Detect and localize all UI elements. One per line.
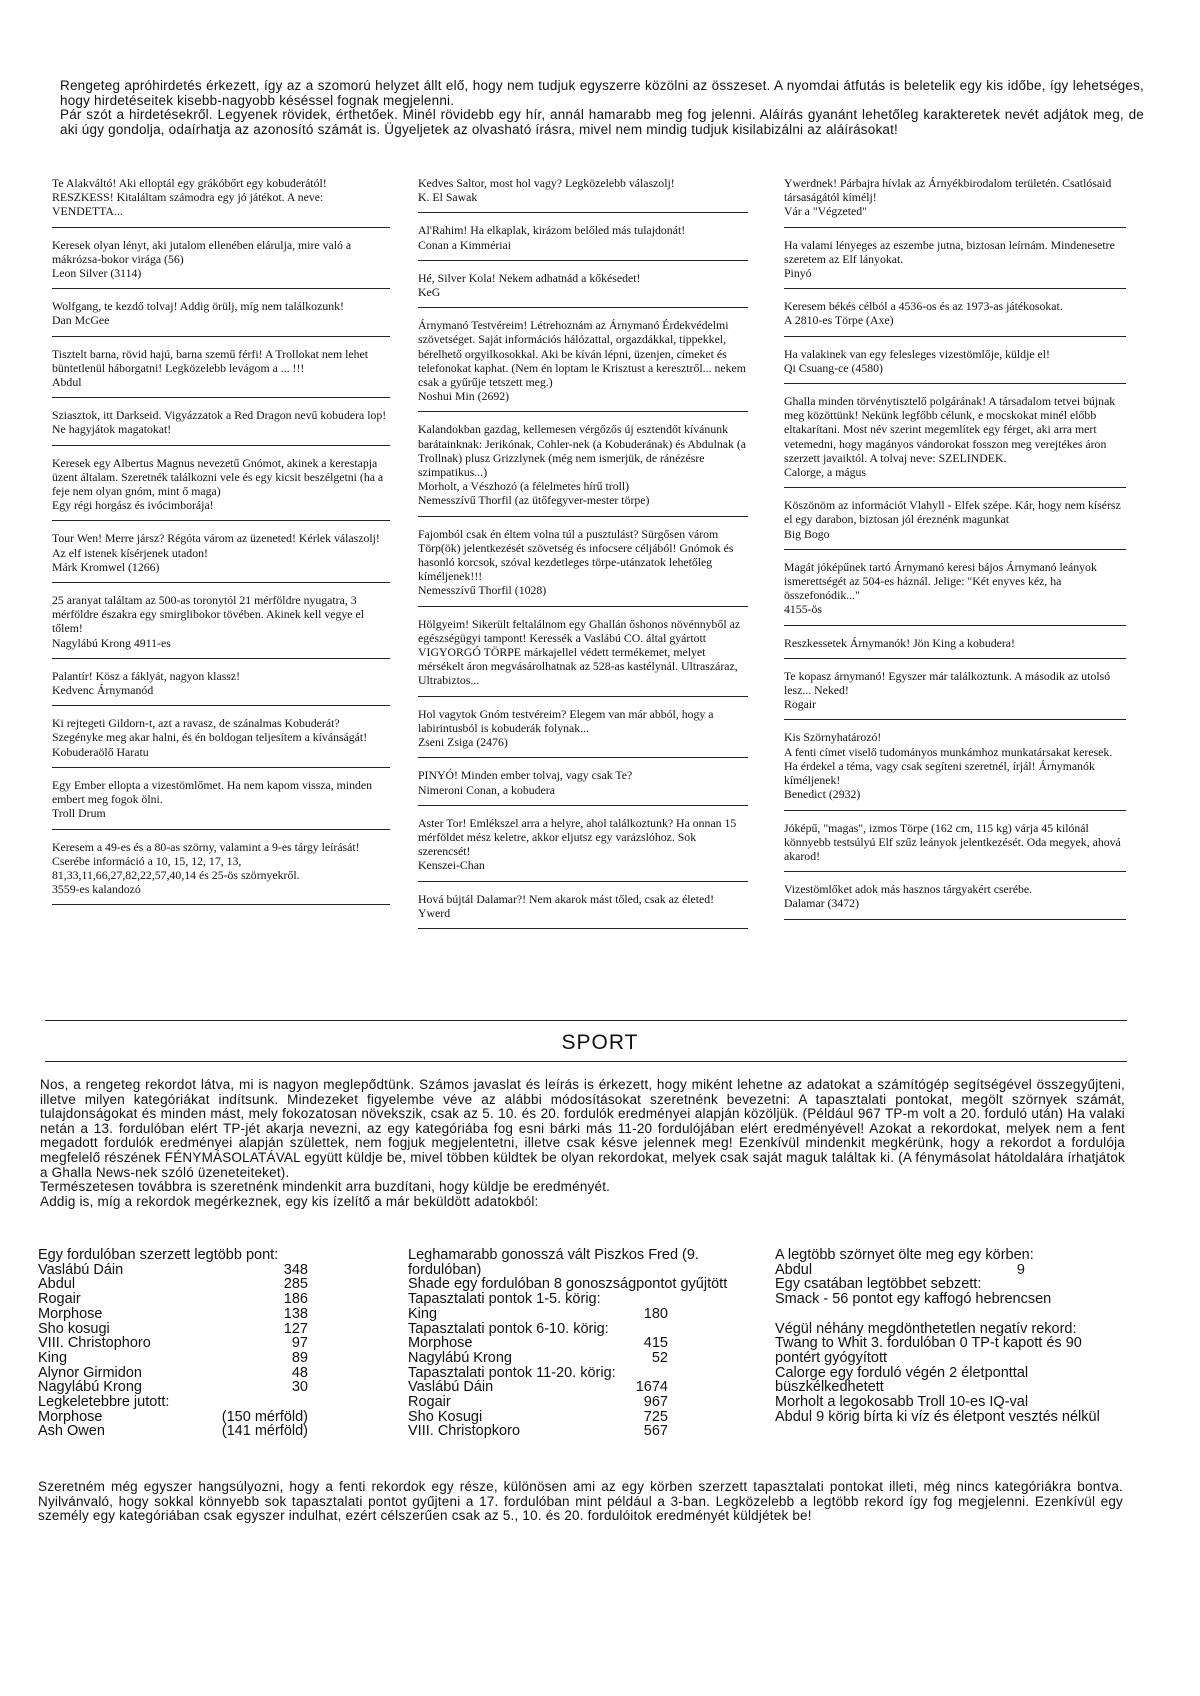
record-value: 1674 [635,1379,668,1396]
ad-text: Hölgyeim! Sikerült feltalálnom egy Ghallán őshonos növénnyből az egészségügyi tampont! Keressék a Vaslábú CO. által gyártott VIGYORGÓ TÖRPE márkajellel védett termékemet, melyet mérsékelt áron megvásárolhatnak az 528-as kastélynál. Ultraszáraz, Ultrabiztos... [418,616,741,688]
ad-text: PINYÓ! Minden ember tolvaj, vagy csak Te? [418,768,633,783]
ad-text: Keresem békés célból a 4536-os és az 1973-as játékosokat. [784,299,1063,314]
record-value: 285 [283,1276,308,1293]
ad-signature: Calorge, a mágus [784,465,867,480]
record-row [408,1380,738,1395]
record-value: 180 [643,1305,668,1322]
classified-ad [52,402,390,445]
record-row [38,1351,308,1366]
record-value: 967 [643,1394,668,1411]
ad-signature: KeG [418,285,441,300]
ad-text: Te kopasz árnymanó! Egyszer már találkoztunk. A második az utolsó lesz... Neked! [784,668,1111,698]
ad-text: Árnymanó Testvéreim! Létrehoznám az Árnymanó Érdekvédelmi szövetséget. Saját információs hálózattal, orgazdákkal, tippekkel, bérelhető orgyilkosokkal. Aki be kíván lépni, üzenjen, címeket és telefonokat kaphat. (Nem én loptam le Krisztust a keresztről... nekem csak a gyűrűje tetszett meg.) [418,318,746,390]
classified-ad [52,587,390,659]
ad-signature: Nemesszívű Thorfil (1028) [418,583,547,598]
classified-ad [784,663,1126,721]
ad-text: Tisztelt barna, rövid hajú, barna szemű férfi! A Trollokat nem lehet büntetlenül háborgatni! Legközelebb levágom a ... !!! [52,346,369,375]
record-value: 48 [291,1364,308,1381]
classified-ad [784,554,1126,626]
records-heading: Egy fordulóban szerzett legtöbb pont: [38,1247,279,1263]
classified-ad [784,492,1126,550]
ad-signature: Zseni Zsiga (2476) [418,735,508,750]
record-row [775,1263,1025,1278]
record-line: Morholt a legokosabb Troll 10-es IQ-val [775,1394,1029,1411]
ad-signature: Morholt, a Vészhozó (a félelmetes hírű troll) Nemesszívű Thorfil (az ütőfegyver-mester törpe) [418,479,650,508]
record-value: 725 [643,1408,668,1425]
record-name: Abdul [775,1261,813,1278]
records-list [408,1380,738,1439]
sport-paragraph-2: Természetesen továbbra is szeretnénk mindenkit arra buzdítani, hogy küldje be eredményét. [40,1179,611,1195]
records-heading: Tapasztalati pontok 1-5. körig: [408,1291,601,1308]
classified-ad [784,170,1126,228]
classified-ad [52,710,390,768]
ad-signature: Nimeroni Conan, a kobudera [418,782,555,797]
ad-signature: 4155-ös [784,602,823,617]
records-list [38,1263,308,1395]
classified-ad [52,772,390,830]
classified-ad [52,450,390,522]
record-name: Morphose [38,1408,103,1425]
classified-ad [418,701,748,759]
classified-ad [52,170,390,228]
ad-text: Kalandokban gazdag, kellemesen vérgőzős új esztendőt kívánunk barátainknak: Jerikónak, Cohler-nek (a Kobuderának) és Abdulnak (a Trollnak) plusz Grizzlynek (még nem ismerjük, de ránézésre szimpatikus...) [418,422,746,480]
record-row [38,1307,308,1322]
record-value: 127 [283,1320,308,1337]
record-name: Nagylábú Krong [38,1379,142,1396]
ad-text: Ghalla minden törvénytisztelő polgárának! A társadalom tetvei bújnak meg közöttünk! Nekünk legfőbb célunk, e mocskokat minél előbb eltakarítani. Most név szerint megemlítek egy férget, aki arra mert vetemedni, hogy magányos vándorokat fosszon meg verejtékes áron szerzett javaiktól. A tolvaj neve: SZELINDEK. [784,394,1116,465]
record-name: Alynor Girmidon [38,1364,142,1381]
classified-ad [784,341,1126,384]
records-heading: Leghamarabb gonosszá vált Piszkos Fred (9. fordulóban) [408,1247,699,1278]
ad-text: Keresek olyan lényt, aki jutalom ellenében elárulja, mire való a mákrózsa-bokor virága (56) [52,237,352,266]
classified-ad [784,630,1126,659]
record-name: VIII. Christopkoro [408,1423,521,1440]
sport-paragraph-3: Addig is, míg a rekordok megérkeznek, egy kis ízelítő a már beküldött adatokból: [40,1193,539,1209]
section-divider-bottom [45,1061,1127,1062]
ads-column-2 [418,170,748,933]
classified-ad [52,232,390,290]
records-column-2 [408,1248,738,1439]
classified-ad [784,876,1126,919]
classified-ad [418,312,748,412]
ad-signature: Conan a Kimmériai [418,237,512,252]
ad-text: Egy Ember ellopta a vizestömlőmet. Ha nem kapom vissza, minden embert meg fogok ölni. [52,777,373,807]
record-row [38,1322,308,1337]
ad-text: Fajomból csak én éltem volna túl a pusztulást? Sürgősen várom Törp(ök) jelentkezését szövetség és infocsere céljából! Gnómok és hasonló korcsok, szóval kezdetleges törpe-utánzatok lehetőleg kíméljenek!!! [418,526,734,584]
ad-text: Kedves Saltor, most hol vagy? Legközelebb válaszolj! [418,176,675,190]
ad-text: Te Alakváltó! Aki elloptál egy grákóbőrt egy kobuderától! RESZKESS! Kitaláltam számodra egy jó játékot. A neve: VENDETTA... [52,176,327,219]
ad-signature: Qi Csuang-ce (4580) [784,360,883,375]
record-value: 567 [643,1423,668,1440]
record-row [408,1351,738,1366]
records-list [38,1410,308,1439]
classified-ad [418,265,748,308]
ad-text: Vizestömlőket adok más hasznos tárgyakért cserébe. [784,882,1033,897]
ad-text: Hol vagytok Gnóm testvéreim? Elegem van már abból, hogy a labirintusból is kobuderák folynak... [418,706,714,735]
ad-signature: Big Bogo [784,526,830,541]
ad-signature: Egy régi horgász és ivócimborája! [52,498,214,513]
classified-ad [418,762,748,805]
sport-paragraph-1: Nos, a rengeteg rekordot látva, mi is nagyon meglepődtünk. Számos javaslat és leírás is érkezett, hogy miként lehetne az adatokat a számítógép segítségével összegyűjteni, illetve milyen kategóriákat indítsunk. Mindezeket figyelembe véve az alábbi módosításokat szeretnénk bevezetni: A tapasztalati pontokat, megölt szörnyek számát, tulajdonságokat és minden mást, mely fokozatosan növekszik, csak az 5. 10. és 20. fordulók eredményei alapján közöljük. (Például 967 TP-m volt a 20. forduló után) Ha valaki netán a 13. fordulóban elért TP-jét akarja nevezni, az egy kategóriába fog esni bárki más 11-20 fordulójában elért eredményével! Azokat a rekordokat, melyek nem a fent megadott fordulók eredményei alapján születtek, nem fogjuk megjelentetni, illetve csak késve jelennek meg! Ezenkívül mindenkit megkérünk, hogy a rekordot a fordulója megfelelő részének FÉNYMÁSOLATÁVAL együtt küldje be, mivel többen küldtek be olyan rekordokat, melyek csak saját maguk találtak ki. (A fénymásolat hátoldalára írhatjátok a Ghalla News-nek szóló üzeneteiteket). [40,1077,1125,1180]
records-heading: Egy csatában legtöbbet sebzett: [775,1276,982,1293]
classified-ad [784,388,1126,488]
records-heading: Végül néhány megdönthetetlen negatív rekord: [775,1320,1077,1337]
record-name: Rogair [408,1394,451,1411]
records-heading: A legtöbb szörnyet ölte meg egy körben: [775,1247,1034,1263]
classified-ad [52,525,390,583]
ad-text: Al'Rahim! Ha elkaplak, kirázom belőled más tulajdonát! [418,223,686,238]
record-row [408,1410,738,1425]
record-row [38,1424,308,1439]
record-line: Abdul 9 körig bírta ki víz és életpont vesztés nélkül [775,1408,1100,1425]
classified-ad [784,815,1126,873]
classified-ad [784,232,1126,290]
record-name: Morphose [408,1335,473,1352]
ad-signature: Márk Kromwel (1266) [52,559,160,574]
classified-ad [52,341,390,399]
ads-column-1 [52,170,390,909]
record-row [408,1336,738,1351]
record-line: Calorge egy forduló végén 2 életponttal büszkélkedhetett [775,1364,1029,1396]
ad-text: Hová bújtál Dalamar?! Nem akarok mást tőled, csak az életed! [418,891,715,906]
classified-ad [418,521,748,607]
record-value: 186 [283,1291,308,1308]
ads-column-3 [784,170,1126,924]
ad-signature: Ywerd [418,905,451,920]
ad-signature: Leon Silver (3114) [52,266,142,281]
records-list [775,1336,1125,1424]
ad-signature: Troll Drum [52,806,106,821]
intro-paragraph-1: Rengeteg apróhirdetés érkezett, így az a szomorú helyzet állt elő, hogy nem tudjuk egyszerre közölni az összeset. A nyomdai átfutás is beletelik egy kis időbe, így lehetséges, hogy hirdetéseitek kisebb-nagyobb késéssel fognak megjelenni. [60,78,1144,108]
ad-text: Sziasztok, itt Darkseid. Vigyázzatok a Red Dragon nevű kobudera lop! Ne hagyjátok magatokat! [52,408,387,437]
section-divider-top [45,1020,1127,1021]
record-row [38,1336,308,1351]
ad-text: Keresem a 49-es és a 80-as szörny, valamint a 9-es tárgy leírását! Cserébe információ a 10, 15, 12, 17, 13, 81,33,11,66,27,82,22,57,40,14 és 25-ös szörnyekről. [52,839,360,882]
ad-text: Aster Tor! Emlékszel arra a helyre, ahol találkoztunk? Ha onnan 15 mérföldet mész keletre, akkor eljutsz egy varázslóhoz. Sok szerencsét! [418,815,737,859]
ad-text: Kis Szörnyhatározó! A fenti címet viselő tudományos munkámhoz munkatársakat keresek. Ha érdekel a téma, vagy csak segíteni szeretnél, írjál! Árnymanók kíméljenek! [784,730,1113,788]
ad-signature: Pinyó [784,266,812,281]
records-heading: Shade egy fordulóban 8 gonoszságpontot gyűjtött [408,1276,728,1293]
record-name: VIII. Christophoro [38,1335,151,1352]
classified-ad [52,834,390,906]
classified-ad [418,886,748,929]
records-list [408,1336,738,1365]
record-name: King [408,1305,438,1322]
records-heading: Tapasztalati pontok 6-10. körig: [408,1320,609,1337]
ad-signature: Abdul [52,375,82,390]
ad-text: Reszkessetek Árnymanók! Jön King a kobudera! [784,635,1015,650]
ad-signature: Dan McGee [52,313,110,328]
record-row [408,1424,738,1439]
ad-signature: Vár a "Végzeted" [784,204,867,219]
record-name: Rogair [38,1291,81,1308]
ad-text: Ki rejtegeti Gildorn-t, azt a ravasz, de szánalmas Kobuderát? Szegényke meg akar halni, és én boldogan teljesítem a kívánságát! [52,716,368,745]
record-row [38,1380,308,1395]
record-name: Sho Kosugi [408,1408,483,1425]
intro-text [60,79,1144,137]
record-value: 97 [291,1335,308,1352]
classified-ad [418,416,748,516]
record-row [38,1263,308,1278]
record-name: Vaslábú Dáin [38,1261,124,1278]
record-name: King [38,1349,68,1366]
record-value: 415 [643,1335,668,1352]
record-line: Smack - 56 pontot egy kaffogó hebrencsen [775,1291,1052,1308]
record-value: 52 [651,1349,668,1366]
records-list [408,1307,738,1322]
ad-signature: Nagylábú Krong 4911-es [52,635,171,650]
ad-text: Tour Wen! Merre jársz? Régóta várom az üzeneted! Kérlek válaszolj! Az elf istenek kísérjenek utadon! [52,531,380,560]
record-value: 30 [291,1379,308,1396]
ad-signature: Kenszei-Chan [418,858,485,873]
ad-signature: 3559-es kalandozó [52,882,141,897]
record-value: 138 [283,1305,308,1322]
classified-ad [52,663,390,706]
classified-ad [418,810,748,882]
classified-ad [418,217,748,260]
record-row [408,1395,738,1410]
record-row [38,1366,308,1381]
ad-text: Köszönöm az információt Vlahyll - Elfek szépe. Kár, hogy nem kísérsz el egy darabon, biztosan jól éreznénk magunkat [784,498,1121,527]
ad-signature: Dalamar (3472) [784,896,860,911]
ad-text: Ywerdnek! Párbajra hívlak az Árnyékbirodalom területén. Csatlósaid társaságától kímélj! [784,176,1112,205]
record-value: 89 [291,1349,308,1366]
record-name: Sho kosugi [38,1320,110,1337]
ad-text: Jóképű, "magas", izmos Törpe (162 cm, 115 kg) várja 45 kilónál könnyebb testsúlyú Elf szűz leányok jelentkezését. Oda megyek, ahová akarod! [784,820,1121,863]
record-row [408,1307,738,1322]
ad-text: Palantír! Kösz a fáklyát, nagyon klassz! [52,668,241,683]
ad-signature: A 2810-es Törpe (Axe) [784,313,894,328]
ad-signature: Rogair [784,697,817,712]
ad-text: Ha valami lényeges az eszembe jutna, biztosan leírnám. Mindenesetre szeretem az Elf lányokat. [784,237,1115,266]
record-name: Abdul [38,1276,76,1293]
sport-title: SPORT [561,1031,639,1054]
record-value: 9 [1016,1261,1025,1278]
ad-text: Wolfgang, te kezdő tolvaj! Addig örülj, míg nem találkozunk! [52,299,344,314]
classified-ad [784,724,1126,810]
records-heading: Tapasztalati pontok 11-20. körig: [408,1364,616,1381]
records-heading: Legkeletebbre jutott: [38,1394,170,1411]
record-row [38,1292,308,1307]
records-column-3 [775,1248,1125,1424]
ad-text: Magát jóképűnek tartó Árnymanó keresi bájos Árnymanó leányok ismerettségét az 504-es háznál. Jelige: "Két enyves kéz, ha összefonódik..." [784,559,1097,603]
ad-signature: Noshui Min (2692) [418,389,510,404]
ad-signature: Kedvenc Árnymanód [52,683,154,698]
sport-intro [40,1078,1125,1209]
record-row [38,1410,308,1425]
classified-ad [52,293,390,336]
closing-paragraph: Szeretném még egyszer hangsúlyozni, hogy a fenti rekordok egy része, különösen ami az egy körben szerzett tapasztalati pontokat illeti, még nincs kategóriákra bontva. Nyilvánvaló, hogy sokkal könnyebb sok tapasztalati pontot gyűjteni a 17. fordulóban mint például a 3-ban. Legközelebb a legtöbb rekord így fog megjelenni. Ezenkívül egy személy egy kategóriában csak egyszer indulhat, ezért célszerűen csak az 5., 10. és 20. fordulóitok eredményét küldjétek be! [38,1479,1123,1524]
record-name: Vaslábú Dáin [408,1379,494,1396]
record-line: Twang to Whit 3. fordulóban 0 TP-t kapott és 90 pontért gyógyított [775,1335,1082,1366]
record-name: Ash Owen [38,1423,105,1440]
ad-text: Ha valakinek van egy felesleges vizestömlője, küldje el! [784,346,1050,361]
classified-ad [418,170,748,213]
intro-paragraph-2: Pár szót a hirdetésekről. Legyenek rövidek, érthetőek. Minél rövidebb egy hír, annál hamarabb meg fog jelenni. Aláírás gyanánt lehetőleg karakteretek nevét adjátok meg, de aki úgy gondolja, odaírhatja az azonosító számát is. Ügyeljetek az olvasható írásra, mivel nem mindig tudjuk kisilabizálni az aláírásokat! [60,107,1144,137]
ad-signature: Benedict (2932) [784,787,861,802]
record-name: Nagylábú Krong [408,1349,512,1366]
record-value: (141 mérföld) [221,1423,308,1440]
ad-signature: Kobuderaölő Haratu [52,744,149,759]
ad-text: Keresek egy Albertus Magnus nevezetű Gnómot, akinek a kerestapja üzent általam. Szeretnék találkozni vele és egy kicsit beszélgetni (ha a feje nem olyan gnóm, mint ő maga) [52,455,384,499]
record-row [38,1277,308,1292]
records-column-1 [38,1248,308,1439]
record-value: 348 [283,1261,308,1278]
classified-ad [784,293,1126,336]
classified-ad [418,611,748,697]
record-value: (150 mérföld) [221,1408,308,1425]
ad-text: Hé, Silver Kola! Nekem adhatnád a kőkésedet! [418,270,641,285]
ad-text: 25 aranyat találtam az 500-as toronytól 21 mérföldre nyugatra, 3 mérföldre északra egy smirglibokor tövében. Akinek kell vegye el tőlem! [52,593,364,636]
ad-signature: K. El Sawak [418,190,478,205]
record-name: Morphose [38,1305,103,1322]
